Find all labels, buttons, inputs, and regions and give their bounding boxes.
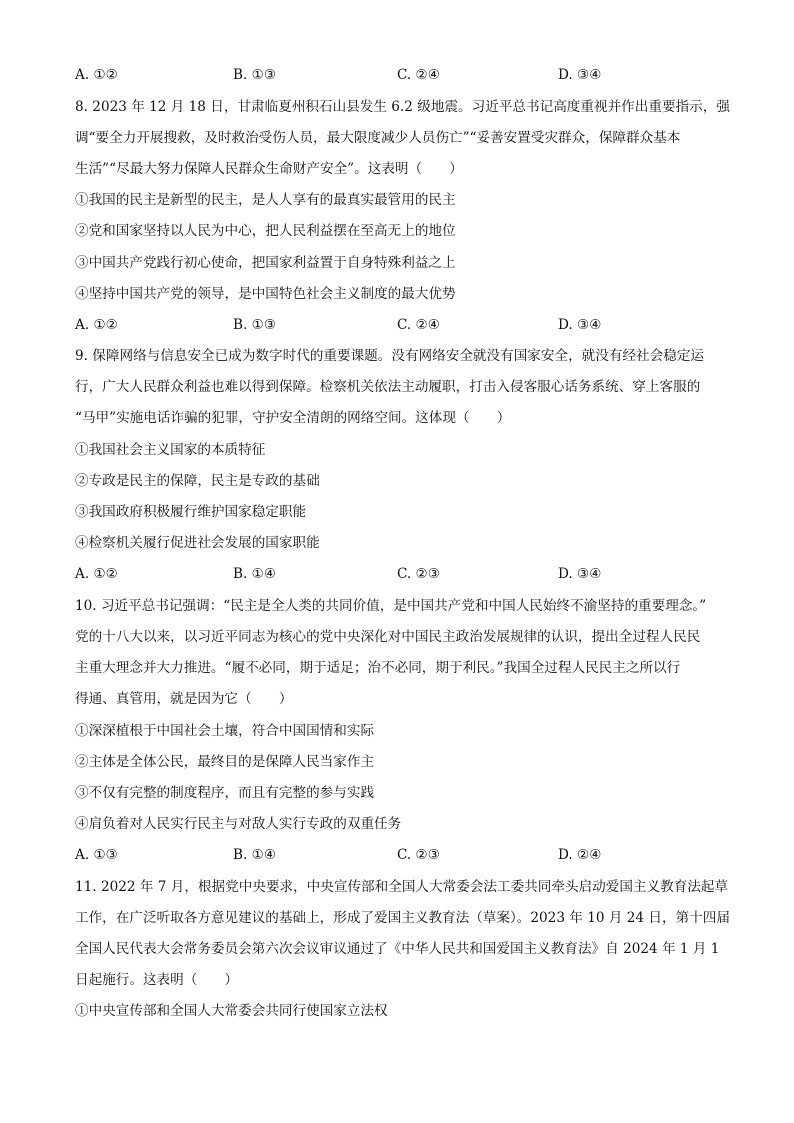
- q8-statement-3: ③中国共产党践行初心使命，把国家利益置于自身特殊利益之上: [75, 255, 456, 271]
- q8-statement-4: ④坚持中国共产党的领导，是中国特色社会主义制度的最大优势: [75, 286, 456, 302]
- q7-option-d[interactable]: D. ③④: [558, 67, 602, 83]
- q9-statement-4: ④检察机关履行促进社会发展的国家职能: [75, 535, 320, 551]
- q8-stem-line: 调“要全力开展搜救，及时救治受伤人员，最大限度减少人员伤亡”“妥善安置受灾群众，保障群众基本: [75, 130, 681, 146]
- q10-stem-line: 10. 习近平总书记强调：“民主是全人类的共同价值，是中国共产党和中国人民始终不渝坚持的重要理念。”: [75, 598, 707, 614]
- q10-option-c[interactable]: C. ②③: [397, 847, 440, 863]
- q10-stem-line: 党的十八大以来，以习近平同志为核心的党中央深化对中国民主政治发展规律的认识，提出全过程人民民: [75, 629, 701, 645]
- q10-statement-3: ③不仅有完整的制度程序，而且有完整的参与实践: [75, 785, 375, 801]
- q9-statement-3: ③我国政府积极履行维护国家稳定职能: [75, 504, 307, 520]
- q10-statement-2: ②主体是全体公民，最终目的是保障人民当家作主: [75, 754, 375, 770]
- q8-stem-line: 生活”“尽最大努力保障人民群众生命财产安全”。这表明（ ）: [75, 161, 463, 177]
- q7-option-c[interactable]: C. ②④: [397, 67, 440, 83]
- q11-stem-line: 全国人民代表大会常务委员会第六次会议审议通过了《中华人民共和国爱国主义教育法》自 2024 年 1 月 1: [75, 941, 720, 957]
- q8-option-d[interactable]: D. ③④: [558, 317, 602, 333]
- q9-stem-line: “马甲”实施电话诈骗的犯罪，守护安全清朗的网络空间。这体现（ ）: [75, 410, 511, 426]
- q9-option-c[interactable]: C. ②③: [397, 566, 440, 582]
- q10-options: [75, 845, 735, 865]
- q10-option-a[interactable]: A. ①③: [75, 847, 118, 863]
- q8-options: [75, 315, 735, 335]
- q9-option-d[interactable]: D. ③④: [558, 566, 602, 582]
- q8-statement-1: ①我国的民主是新型的民主，是人人享有的最真实最管用的民主: [75, 192, 456, 208]
- q11-stem-line: 日起施行。这表明（ ）: [75, 972, 239, 988]
- q10-option-b[interactable]: B. ①④: [233, 847, 277, 863]
- q11-stem-line: 工作，在广泛听取各方意见建议的基础上，形成了爱国主义教育法（草案）。2023 年 10 月 24 日，第十四届: [75, 910, 730, 926]
- q7-option-b[interactable]: B. ①③: [233, 67, 277, 83]
- q9-stem-line: 行，广大人民群众利益也难以得到保障。检察机关依法主动履职，打击入侵客服心话务系统、穿上客服的: [75, 379, 701, 395]
- q8-option-c[interactable]: C. ②④: [397, 317, 440, 333]
- q9-option-a[interactable]: A. ①②: [75, 566, 118, 582]
- q10-option-d[interactable]: D. ②④: [558, 847, 602, 863]
- q7-options: [75, 65, 735, 85]
- q9-options: [75, 564, 735, 584]
- q10-stem-line: 主重大理念并大力推进。“履不必同，期于适足；治不必同，期于利民。”我国全过程人民民主之所以行: [75, 660, 681, 676]
- q8-option-a[interactable]: A. ①②: [75, 317, 118, 333]
- q9-option-b[interactable]: B. ①④: [233, 566, 277, 582]
- q10-statement-4: ④肩负着对人民实行民主与对敌人实行专政的双重任务: [75, 816, 402, 832]
- q10-stem-line: 得通、真管用，就是因为它（ ）: [75, 691, 293, 707]
- q11-stem-line: 11. 2022 年 7 月，根据党中央要求，中央宣传部和全国人大常委会法工委共同牵头启动爱国主义教育法起草: [75, 879, 729, 895]
- q8-stem-line: 8. 2023 年 12 月 18 日，甘肃临夏州积石山县发生 6.2 级地震。习近平总书记高度重视并作出重要指示，强: [75, 99, 730, 115]
- q11-statement-1: ①中央宣传部和全国人大常委会共同行使国家立法权: [75, 1003, 388, 1019]
- q9-statement-2: ②专政是民主的保障，民主是专政的基础: [75, 473, 320, 489]
- q9-statement-1: ①我国社会主义国家的本质特征: [75, 442, 266, 458]
- q7-option-a[interactable]: A. ①②: [75, 67, 118, 83]
- q10-statement-1: ①深深植根于中国社会土壤，符合中国国情和实际: [75, 723, 375, 739]
- q9-stem-line: 9. 保障网络与信息安全已成为数字时代的重要课题。没有网络安全就没有国家安全，就没有经社会稳定运: [75, 348, 705, 364]
- q8-statement-2: ②党和国家坚持以人民为中心，把人民利益摆在至高无上的地位: [75, 223, 456, 239]
- q8-option-b[interactable]: B. ①③: [233, 317, 277, 333]
